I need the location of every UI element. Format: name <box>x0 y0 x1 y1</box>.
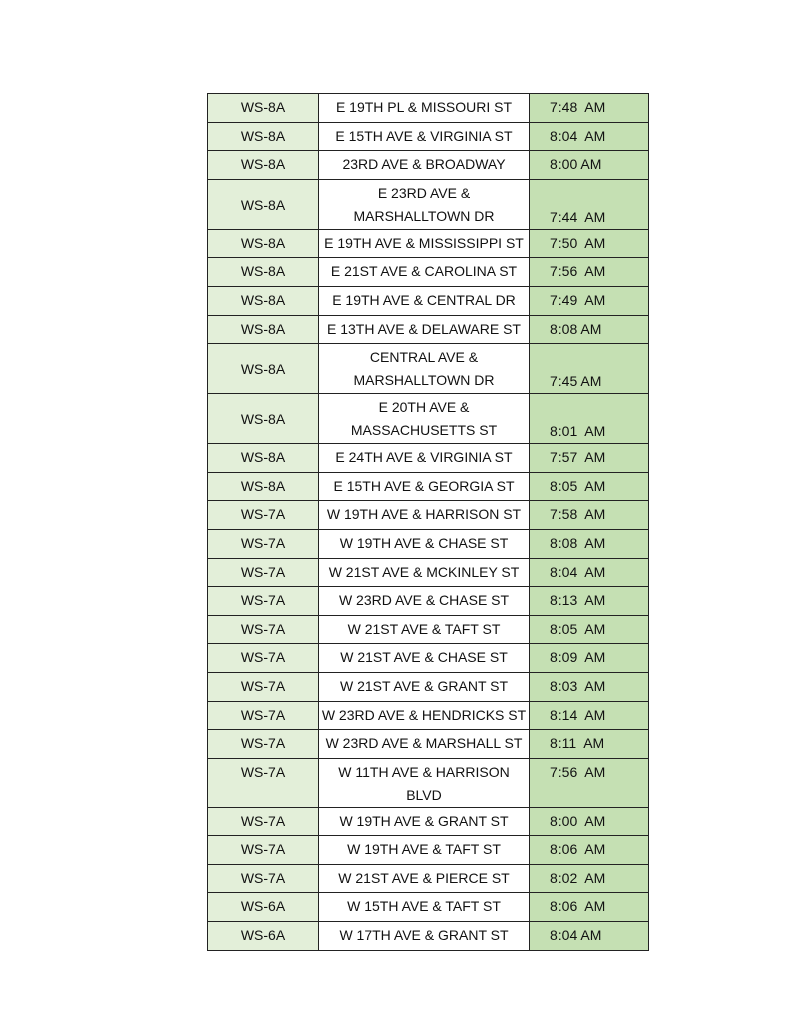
stop-cell-text: W 21ST AVE & GRANT ST <box>339 677 509 694</box>
time-cell-text: 8:05 AM <box>550 477 606 494</box>
time-cell-text: 7:56 AM <box>550 263 606 280</box>
route-cell <box>208 587 319 616</box>
route-cell-text: WS-7A <box>240 763 286 780</box>
time-cell <box>530 644 649 673</box>
time-cell-text: 7:49 AM <box>550 291 606 308</box>
table-row <box>208 94 649 123</box>
route-cell-text: WS-7A <box>240 735 286 752</box>
table-row <box>208 730 649 759</box>
route-cell-text: WS-8A <box>240 99 286 115</box>
stop-cell <box>319 558 530 587</box>
stop-cell-text: E 24TH AVE & VIRGINIA ST <box>335 449 513 466</box>
time-cell-text: 8:13 AM <box>550 592 606 609</box>
route-cell <box>208 558 319 587</box>
table-row <box>208 807 649 836</box>
time-cell <box>530 893 649 922</box>
table-row <box>208 836 649 865</box>
route-cell-text: WS-8A <box>240 477 286 494</box>
time-cell-text: 8:06 AM <box>550 841 606 858</box>
stop-cell-text: W 19TH AVE & GRANT ST <box>339 812 509 829</box>
time-cell-text: 8:09 AM <box>550 649 606 666</box>
time-cell-text: 8:00 AM <box>550 812 606 829</box>
stop-cell-text: CENTRAL AVE & MARSHALLTOWN DR <box>353 349 495 389</box>
stop-cell <box>319 258 530 287</box>
stop-cell-text: W 17TH AVE & GRANT ST <box>339 927 509 944</box>
time-cell-text: 7:48 AM <box>550 99 606 115</box>
route-cell-text: WS-8A <box>240 449 286 466</box>
route-cell <box>208 615 319 644</box>
stop-cell-text: E 19TH AVE & MISSISSIPPI ST <box>324 234 524 251</box>
route-cell <box>208 179 319 229</box>
route-cell <box>208 893 319 922</box>
table-row <box>208 701 649 730</box>
route-cell <box>208 864 319 893</box>
route-cell-text: WS-8A <box>240 263 286 280</box>
time-cell <box>530 864 649 893</box>
route-cell-text: WS-7A <box>240 592 286 609</box>
time-cell <box>530 286 649 315</box>
stop-cell <box>319 529 530 558</box>
route-cell <box>208 644 319 673</box>
time-cell-text: 7:44 AM <box>550 208 606 225</box>
route-cell <box>208 229 319 258</box>
time-cell-text: 8:00 AM <box>550 156 602 173</box>
stop-cell-text: E 13TH AVE & DELAWARE ST <box>327 320 521 337</box>
route-cell <box>208 286 319 315</box>
stop-cell-text: 23RD AVE & BROADWAY <box>342 156 506 173</box>
table-row <box>208 286 649 315</box>
stop-cell-text: E 15TH AVE & VIRGINIA ST <box>335 127 513 144</box>
time-cell-text: 8:03 AM <box>550 677 606 694</box>
time-cell <box>530 122 649 151</box>
schedule-table-body <box>208 94 649 951</box>
route-cell <box>208 472 319 501</box>
time-cell <box>530 701 649 730</box>
route-cell <box>208 758 319 807</box>
route-cell-text: WS-8A <box>240 291 286 308</box>
time-cell <box>530 258 649 287</box>
stop-cell <box>319 893 530 922</box>
stop-cell <box>319 472 530 501</box>
time-cell-text: 7:45 AM <box>550 373 602 390</box>
stop-cell <box>319 672 530 701</box>
time-cell <box>530 836 649 865</box>
time-cell-text: 8:04 AM <box>550 563 606 580</box>
route-cell <box>208 836 319 865</box>
route-cell <box>208 529 319 558</box>
stop-cell <box>319 179 530 229</box>
time-cell <box>530 444 649 473</box>
route-cell-text: WS-8A <box>240 127 286 144</box>
stop-cell <box>319 730 530 759</box>
time-cell <box>530 922 649 951</box>
route-cell <box>208 922 319 951</box>
table-row <box>208 501 649 530</box>
stop-cell-text: W 21ST AVE & MCKINLEY ST <box>328 563 520 580</box>
stop-cell-text: W 11TH AVE & HARRISON BLVD <box>338 763 514 803</box>
table-row <box>208 179 649 229</box>
time-cell <box>530 315 649 344</box>
route-cell <box>208 807 319 836</box>
route-cell-text: WS-8A <box>240 361 286 378</box>
table-row <box>208 758 649 807</box>
table-row <box>208 922 649 951</box>
stop-cell <box>319 94 530 123</box>
stop-cell-text: E 21ST AVE & CAROLINA ST <box>330 263 518 280</box>
time-cell <box>530 615 649 644</box>
route-cell-text: WS-8A <box>240 156 286 173</box>
route-cell <box>208 672 319 701</box>
route-cell-text: WS-8A <box>240 411 286 428</box>
route-cell-text: WS-7A <box>240 620 286 637</box>
time-cell <box>530 472 649 501</box>
stop-cell-text: W 21ST AVE & TAFT ST <box>347 620 501 637</box>
route-cell <box>208 151 319 180</box>
stop-cell <box>319 922 530 951</box>
stop-cell <box>319 444 530 473</box>
time-cell-text: 8:02 AM <box>550 869 606 886</box>
stop-cell-text: E 19TH PL & MISSOURI ST <box>335 99 513 115</box>
table-row <box>208 615 649 644</box>
time-cell <box>530 529 649 558</box>
route-cell <box>208 501 319 530</box>
time-cell-text: 8:14 AM <box>550 706 606 723</box>
route-cell <box>208 344 319 394</box>
table-row <box>208 672 649 701</box>
table-row <box>208 893 649 922</box>
table-row <box>208 151 649 180</box>
time-cell <box>530 558 649 587</box>
table-row <box>208 444 649 473</box>
route-cell-text: WS-7A <box>240 677 286 694</box>
stop-cell <box>319 344 530 394</box>
stop-cell-text: W 21ST AVE & CHASE ST <box>340 649 508 666</box>
stop-cell <box>319 615 530 644</box>
stop-cell <box>319 286 530 315</box>
stop-cell-text: E 20TH AVE & MASSACHUSETTS ST <box>350 399 498 439</box>
time-cell-text: 8:08 AM <box>550 534 606 551</box>
route-cell <box>208 258 319 287</box>
time-cell <box>530 179 649 229</box>
table-row <box>208 472 649 501</box>
route-cell-text: WS-7A <box>240 534 286 551</box>
stop-cell <box>319 758 530 807</box>
time-cell-text: 8:04 AM <box>550 127 606 144</box>
stop-cell <box>319 864 530 893</box>
time-cell <box>530 344 649 394</box>
stop-cell-text: W 23RD AVE & HENDRICKS ST <box>321 706 527 723</box>
route-cell-text: WS-7A <box>240 841 286 858</box>
route-cell <box>208 94 319 123</box>
stop-cell-text: E 23RD AVE & MARSHALLTOWN DR <box>353 184 495 224</box>
time-cell <box>530 151 649 180</box>
table-row <box>208 587 649 616</box>
time-cell-text: 8:08 AM <box>550 320 602 337</box>
bus-stop-schedule-table <box>207 93 649 951</box>
time-cell <box>530 730 649 759</box>
table-row <box>208 344 649 394</box>
route-cell-text: WS-6A <box>240 927 286 944</box>
route-cell-text: WS-8A <box>240 234 286 251</box>
time-cell-text: 7:50 AM <box>550 234 606 251</box>
route-cell <box>208 122 319 151</box>
time-cell-text: 8:06 AM <box>550 898 606 915</box>
time-cell <box>530 807 649 836</box>
route-cell-text: WS-7A <box>240 563 286 580</box>
time-cell <box>530 229 649 258</box>
table-row <box>208 529 649 558</box>
stop-cell <box>319 587 530 616</box>
stop-cell <box>319 315 530 344</box>
table-row <box>208 864 649 893</box>
time-cell-text: 7:58 AM <box>550 506 606 523</box>
time-cell-text: 8:11 AM <box>550 735 605 752</box>
stop-cell <box>319 229 530 258</box>
route-cell <box>208 730 319 759</box>
time-cell <box>530 758 649 807</box>
stop-cell <box>319 501 530 530</box>
table-row <box>208 394 649 444</box>
stop-cell <box>319 807 530 836</box>
route-cell <box>208 444 319 473</box>
stop-cell-text: E 19TH AVE & CENTRAL DR <box>332 291 516 308</box>
time-cell <box>530 94 649 123</box>
time-cell <box>530 394 649 444</box>
time-cell-text: 8:01 AM <box>550 423 606 440</box>
table-row <box>208 315 649 344</box>
route-cell-text: WS-7A <box>240 706 286 723</box>
stop-cell <box>319 644 530 673</box>
time-cell-text: 8:04 AM <box>550 927 602 944</box>
route-cell-text: WS-7A <box>240 649 286 666</box>
stop-cell-text: W 19TH AVE & HARRISON ST <box>326 506 522 523</box>
time-cell <box>530 672 649 701</box>
route-cell-text: WS-7A <box>240 506 286 523</box>
stop-cell <box>319 836 530 865</box>
stop-cell <box>319 151 530 180</box>
table-row <box>208 558 649 587</box>
table-row <box>208 644 649 673</box>
stop-cell-text: E 15TH AVE & GEORGIA ST <box>333 477 515 494</box>
time-cell-text: 7:57 AM <box>550 449 606 466</box>
stop-cell-text: W 15TH AVE & TAFT ST <box>347 898 501 915</box>
route-cell-text: WS-7A <box>240 869 286 886</box>
route-cell-text: WS-8A <box>240 320 286 337</box>
stop-cell <box>319 394 530 444</box>
stop-cell-text: W 21ST AVE & PIERCE ST <box>338 869 510 886</box>
time-cell-text: 7:56 AM <box>550 763 606 780</box>
stop-cell-text: W 19TH AVE & CHASE ST <box>339 534 509 551</box>
stop-cell-text: W 23RD AVE & MARSHALL ST <box>325 735 523 752</box>
table-row <box>208 229 649 258</box>
stop-cell-text: W 23RD AVE & CHASE ST <box>338 592 510 609</box>
table-row <box>208 258 649 287</box>
stop-cell-text: W 19TH AVE & TAFT ST <box>347 841 501 858</box>
route-cell-text: WS-6A <box>240 898 286 915</box>
route-cell <box>208 701 319 730</box>
stop-cell <box>319 701 530 730</box>
table-row <box>208 122 649 151</box>
route-cell <box>208 315 319 344</box>
time-cell <box>530 587 649 616</box>
route-cell <box>208 394 319 444</box>
time-cell <box>530 501 649 530</box>
route-cell-text: WS-8A <box>240 196 286 213</box>
route-cell-text: WS-7A <box>240 812 286 829</box>
time-cell-text: 8:05 AM <box>550 620 606 637</box>
stop-cell <box>319 122 530 151</box>
